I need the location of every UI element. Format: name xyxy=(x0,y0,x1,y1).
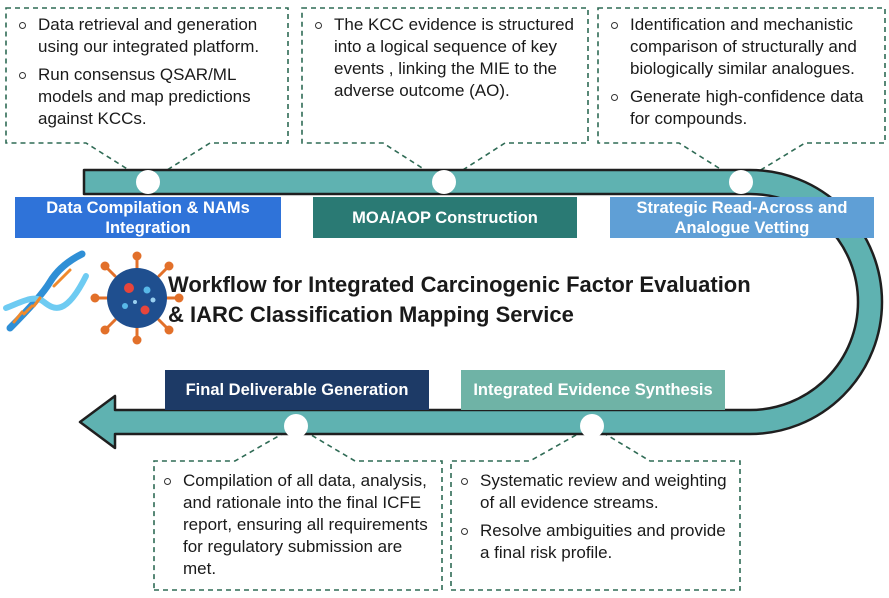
callout-bullet: Systematic review and weighting of all evidence streams. xyxy=(458,470,738,514)
stage-label-moa-aop: MOA/AOP Construction xyxy=(313,197,577,238)
node-read-across xyxy=(729,170,753,194)
stage-label-evidence-synthesis: Integrated Evidence Synthesis xyxy=(461,370,725,410)
node-final-deliverable xyxy=(284,414,308,438)
diagram-title xyxy=(168,270,848,330)
callout-bullet: Generate high-confidence data for compounds. xyxy=(608,86,884,130)
stage-label-read-across: Strategic Read-Across and Analogue Vetting xyxy=(610,197,874,238)
title-line-1: Workflow for Integrated Carcinogenic Factor Evaluation xyxy=(168,272,751,297)
callout-bullet: Compilation of all data, analysis, and rationale into the final ICFE report, ensuring all requirements for regulatory submission are met. xyxy=(161,470,439,580)
stage-label-final-deliverable: Final Deliverable Generation xyxy=(165,370,429,410)
callout-moa-aop xyxy=(312,14,588,102)
callout-read-across xyxy=(608,14,884,130)
node-evidence-synthesis xyxy=(580,414,604,438)
callout-bullet: Resolve ambiguities and provide a final risk profile. xyxy=(458,520,738,564)
callout-bullet: Run consensus QSAR/ML models and map predictions against KCCs. xyxy=(16,64,286,130)
node-data-compilation xyxy=(136,170,160,194)
callout-bullet: Identification and mechanistic comparison of structurally and biologically similar analogues. xyxy=(608,14,884,80)
title-line-2: & IARC Classification Mapping Service xyxy=(168,302,574,327)
node-moa-aop xyxy=(432,170,456,194)
callout-bullet: Data retrieval and generation using our integrated platform. xyxy=(16,14,286,58)
dna-icon xyxy=(6,254,86,328)
callout-data-compilation xyxy=(16,14,286,130)
stage-label-data-compilation: Data Compilation & NAMs Integration xyxy=(15,197,281,238)
callout-evidence-synthesis xyxy=(458,470,738,564)
callout-bullet: The KCC evidence is structured into a logical sequence of key events , linking the MIE to the adverse outcome (AO). xyxy=(312,14,588,102)
callout-final-deliverable xyxy=(161,470,439,580)
